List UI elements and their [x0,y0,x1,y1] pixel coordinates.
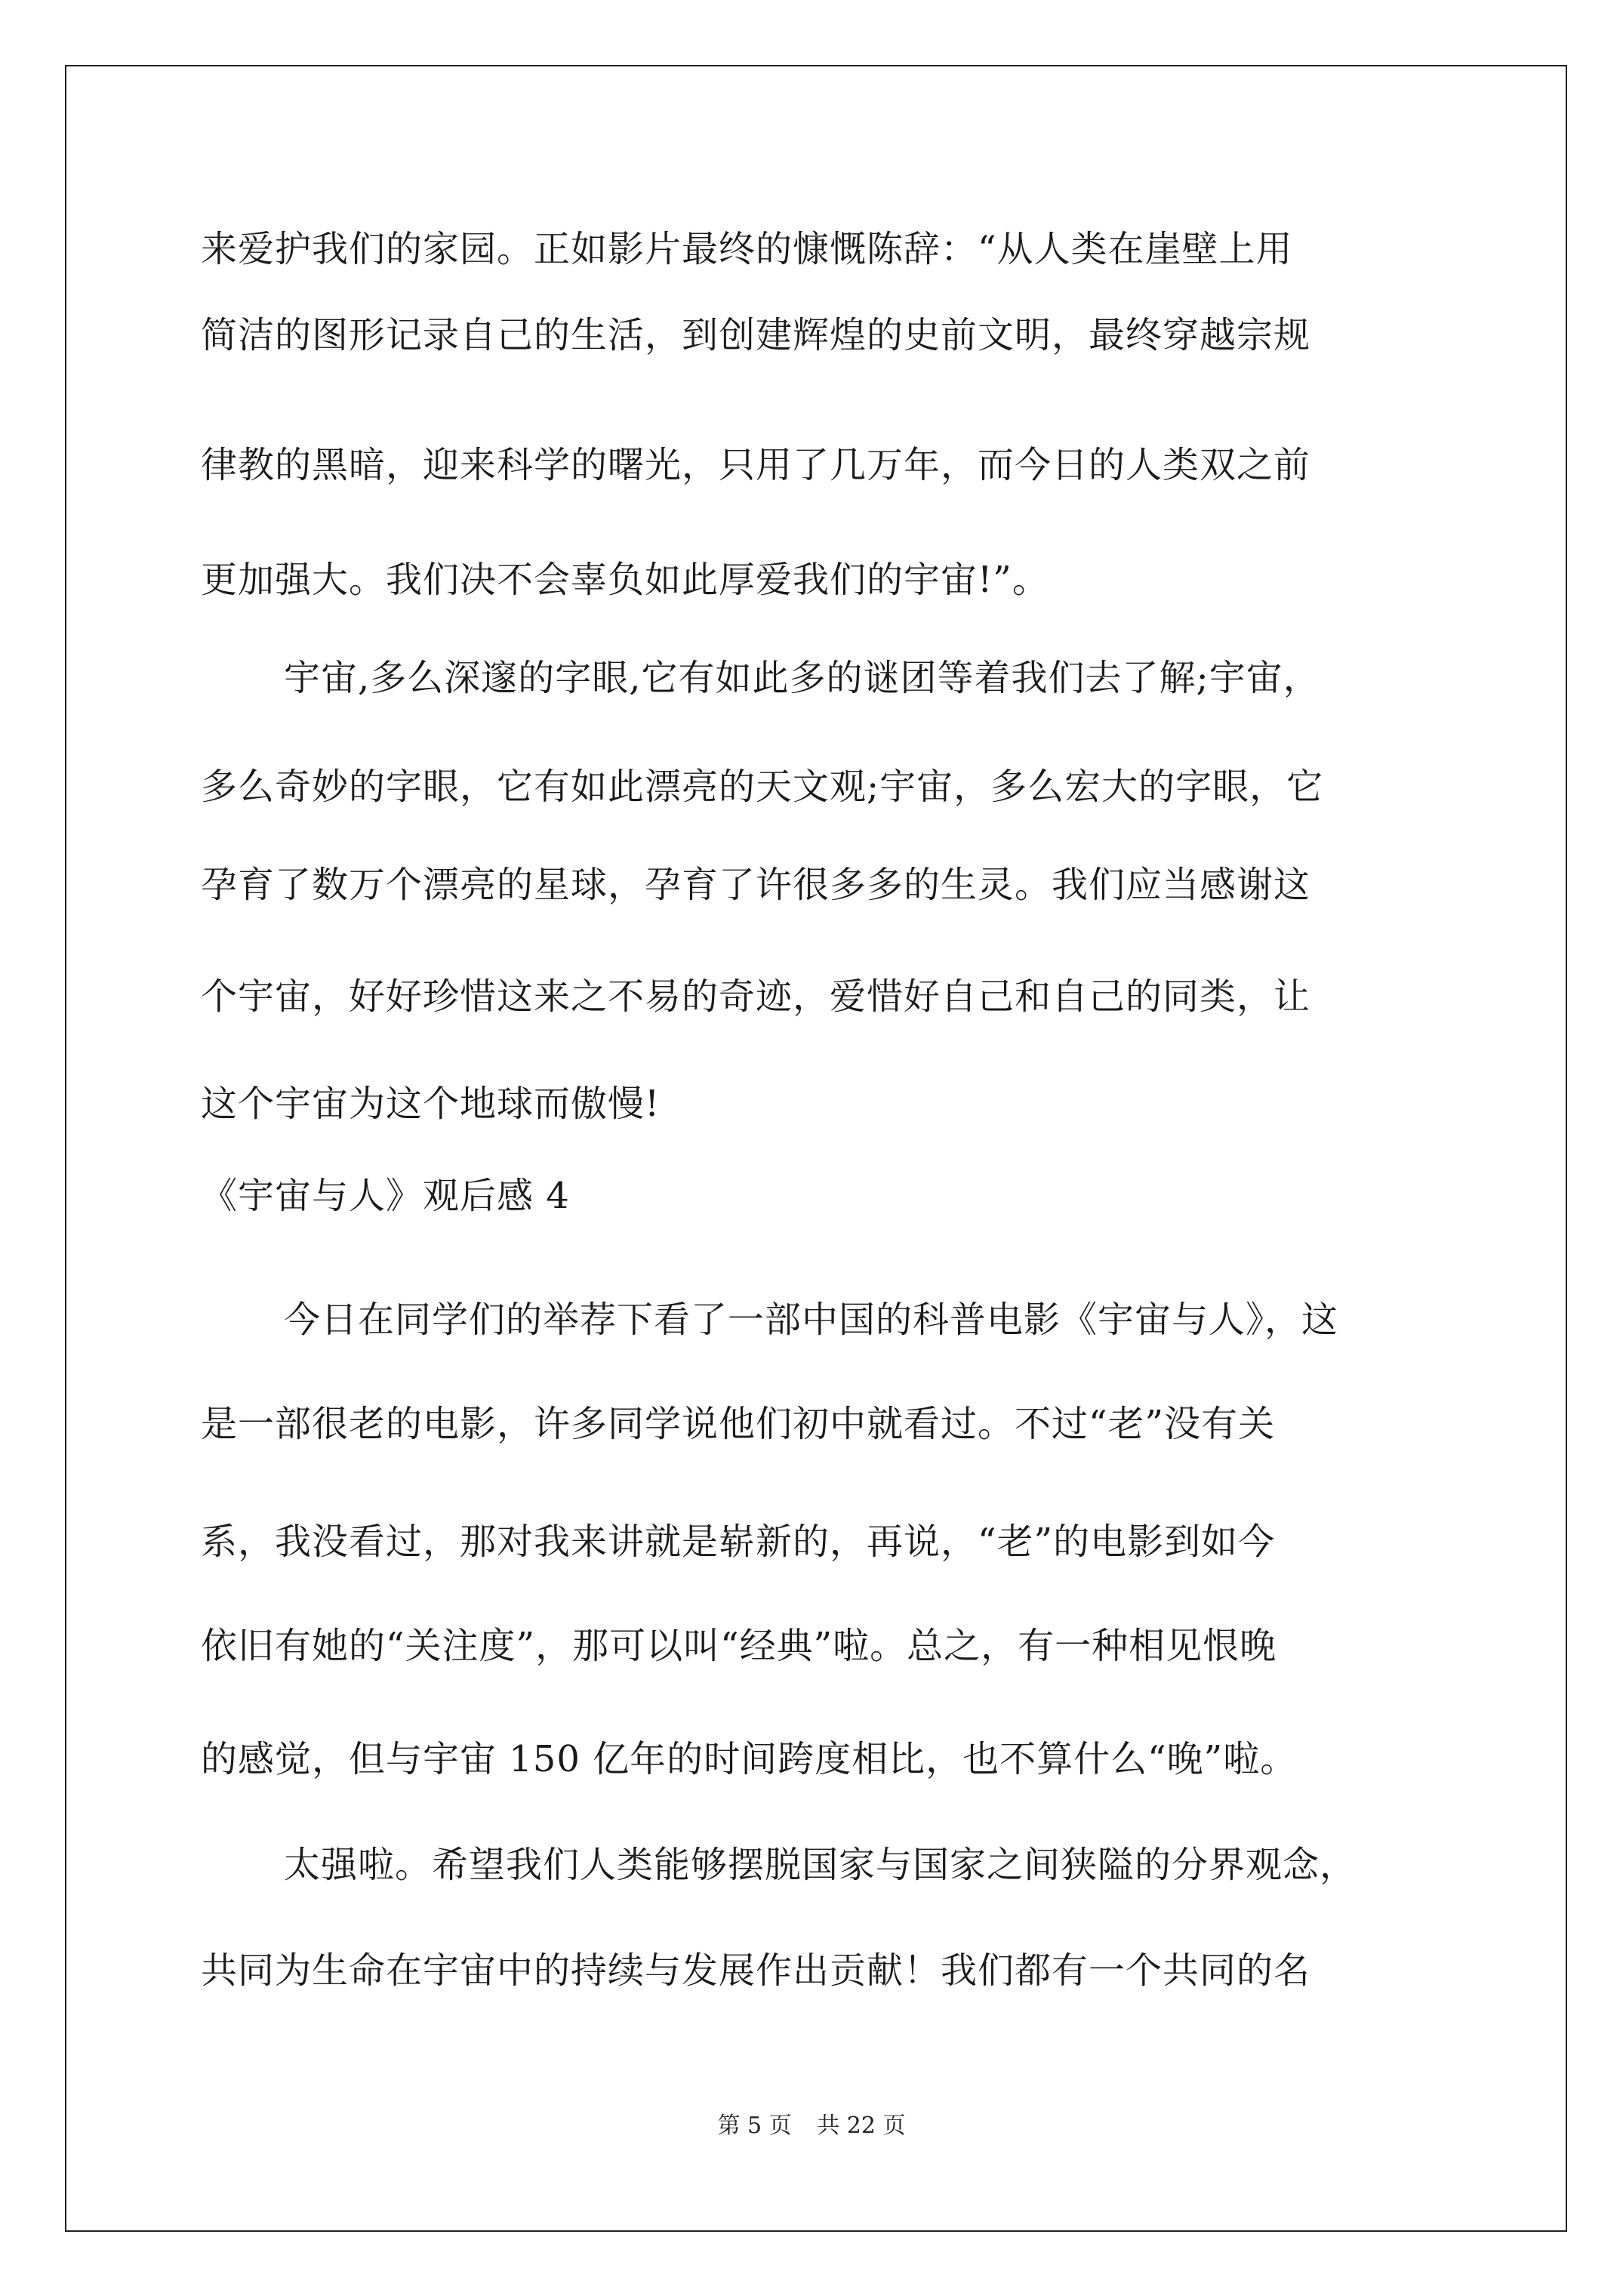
text-line: 这个宇宙为这个地球而傲慢! [201,1083,661,1125]
page-footer [0,2111,1623,2141]
text-line: 简洁的图形记录自己的生活，到创建辉煌的史前文明，最终穿越宗规 [201,314,1311,356]
text-line: 来爱护我们的家园。正如影片最终的慷慨陈辞：“从人类在崖壁上用 [201,228,1293,270]
page-border [65,65,1567,2232]
page-number-total: 共 22 页 [817,2113,906,2139]
text-line: 是一部很老的电影，许多同学说他们初中就看过。不过“老”没有关 [201,1403,1276,1445]
text-line: 律教的黑暗，迎来科学的曙光，只用了几万年，而今日的人类双之前 [201,444,1311,486]
section-heading: 《宇宙与人》观后感 4 [201,1175,570,1217]
page-number-current: 第 5 页 [717,2113,792,2139]
text-line: 个宇宙，好好珍惜这来之不易的奇迹，爱惜好自己和自己的同类，让 [201,975,1311,1018]
paragraph-first-line: 太强啦。希望我们人类能够摆脱国家与国家之间狭隘的分界观念， [284,1844,1357,1886]
paragraph-first-line: 今日在同学们的举荐下看了一部中国的科普电影《宇宙与人》，这 [284,1299,1339,1341]
text-line: 共同为生命在宇宙中的持续与发展作出贡献！我们都有一个共同的名 [201,1949,1311,1992]
text-line: 的感觉，但与宇宙 150 亿年的时间跨度相比，也不算什么“晚”啦。 [201,1738,1298,1780]
text-line: 依旧有她的“关注度”，那可以叫“经典”啦。总之，有一种相见恨晚 [201,1625,1277,1667]
text-line: 多么奇妙的字眼，它有如此漂亮的天文观;宇宙，多么宏大的字眼，它 [201,766,1324,808]
text-line: 孕育了数万个漂亮的星球，孕育了许很多多的生灵。我们应当感谢这 [201,864,1311,906]
text-line: 系，我没看过，那对我来讲就是崭新的，再说，“老”的电影到如今 [201,1521,1276,1563]
text-line: 更加强大。我们决不会辜负如此厚爱我们的宇宙!”。 [201,559,1049,601]
paragraph-first-line: 宇宙,多么深邃的字眼,它有如此多的谜团等着我们去了解;宇宙， [284,657,1320,699]
